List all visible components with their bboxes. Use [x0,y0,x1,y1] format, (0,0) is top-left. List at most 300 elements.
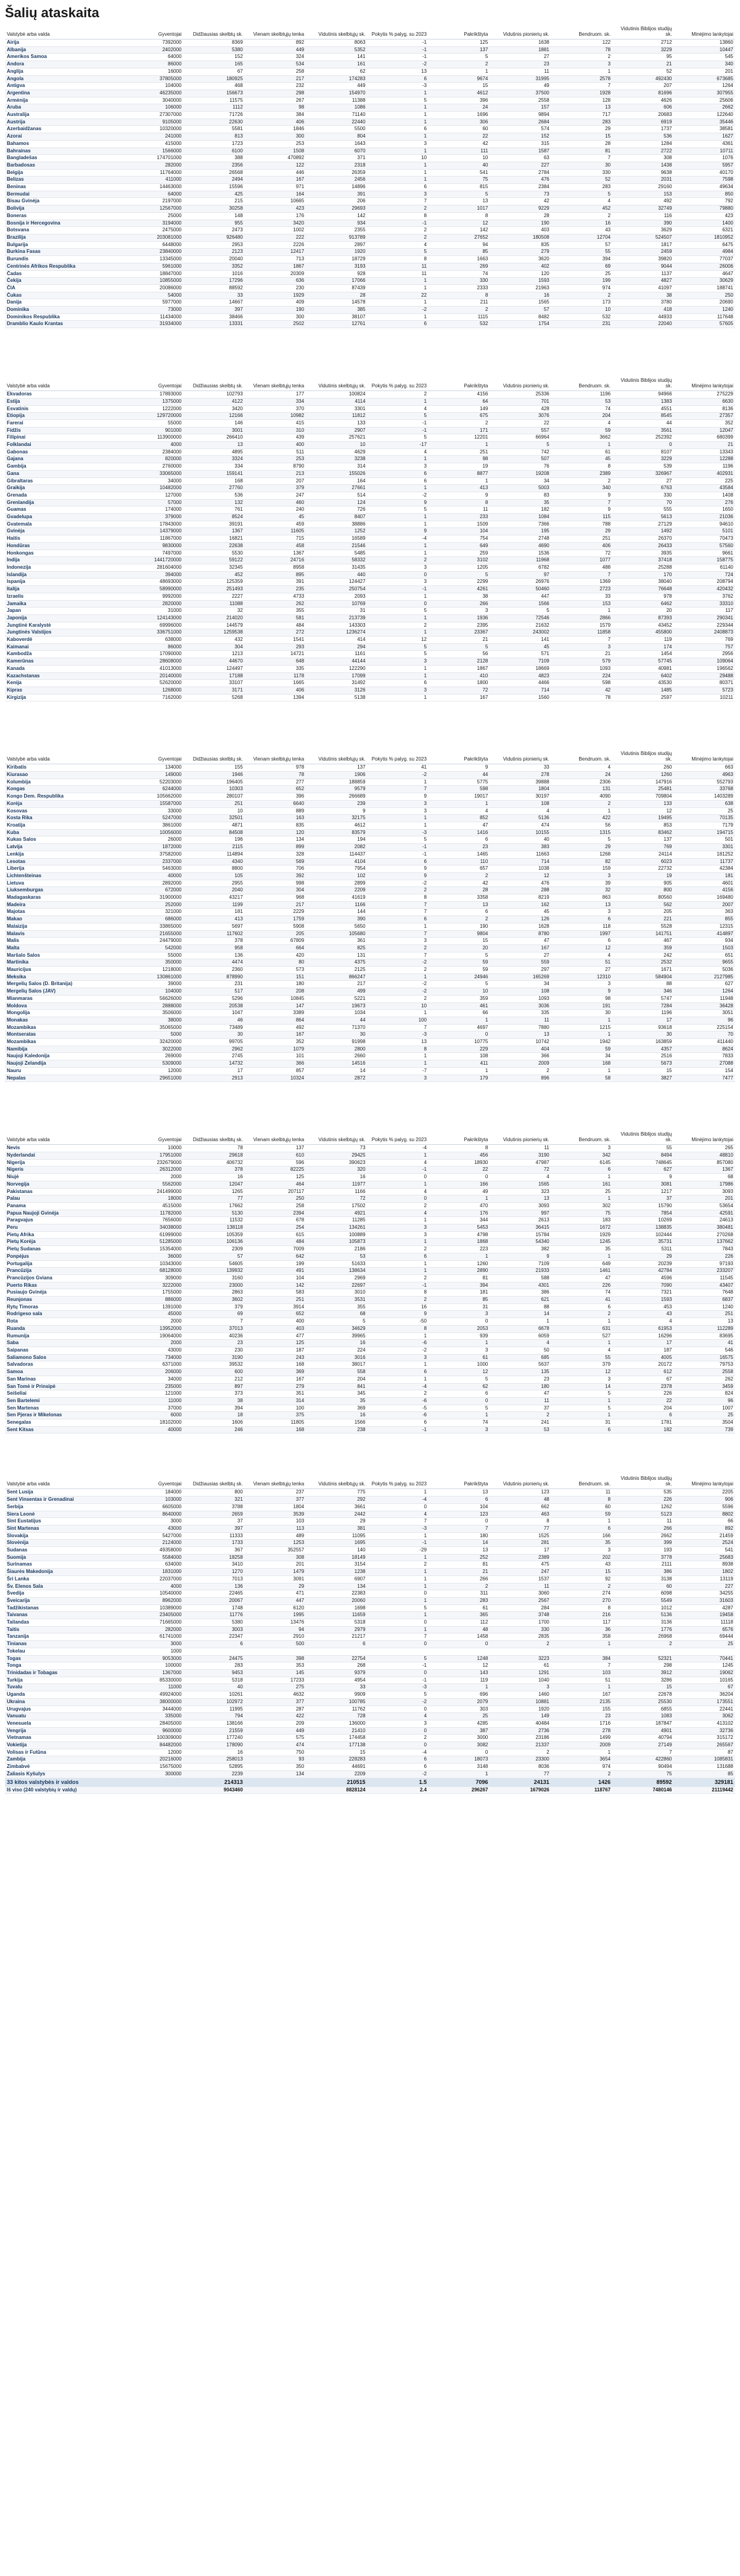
table-cell: 2079 [429,1698,490,1706]
table-cell: 161 [551,1181,612,1188]
country-name[interactable]: Kroatija [5,822,122,829]
table-cell: 1560 [490,694,551,701]
country-name[interactable]: Hondūras [5,542,122,550]
country-name[interactable]: Italija [5,586,122,593]
table-cell: 2662 [674,104,735,112]
country-name[interactable]: Bosnija ir Hercegovina [5,220,122,227]
country-name[interactable]: Pakistanas [5,1188,122,1195]
country-name[interactable]: Gvadelupa [5,514,122,521]
country-name[interactable]: Šveicarija [5,1597,122,1604]
country-name[interactable]: Ruanda [5,1325,122,1332]
country-name[interactable]: Sent Kitsas [5,1426,122,1434]
table-cell: 113 [245,1525,306,1532]
table-cell: 228283 [306,1756,367,1764]
country-name[interactable]: Tuvalu [5,1684,122,1691]
country-name[interactable]: Venesuela [5,1720,122,1727]
country-name[interactable]: Gambija [5,463,122,471]
country-name[interactable]: Gvinėja [5,528,122,535]
country-name[interactable]: Graikija [5,485,122,492]
country-name[interactable]: Malta [5,944,122,952]
country-name[interactable]: Haitis [5,535,122,543]
country-name[interactable]: Centrinės Afrikos Respublika [5,263,122,270]
country-name[interactable]: Albanija [5,46,122,54]
country-name[interactable]: Peru [5,1224,122,1232]
country-name[interactable]: Tokelau [5,1648,122,1655]
country-name[interactable]: Nepalas [5,1075,122,1082]
table-cell: 12 [551,944,612,952]
country-name[interactable]: Austrija [5,118,122,126]
table-cell: 878990 [183,973,244,981]
country-name[interactable]: Kiribatis [5,764,122,772]
country-name[interactable]: Izraelis [5,593,122,600]
country-name[interactable]: Belgija [5,169,122,176]
table-cell: 62 [429,1383,490,1390]
country-name[interactable]: Azerbaidžanas [5,126,122,133]
country-name[interactable]: Saliamono Salos [5,1354,122,1361]
country-name[interactable]: Esvatinis [5,405,122,413]
table-cell: 15 [429,938,490,945]
table-cell: 16000 [122,68,183,75]
country-name[interactable]: Samoa [5,1369,122,1376]
country-name[interactable]: Paragvajus [5,1217,122,1224]
country-name[interactable]: Nigeris [5,1166,122,1174]
table-cell: 6 [368,680,429,687]
table-cell: 1846 [245,126,306,133]
country-name[interactable]: Pusiaujo Gvinėja [5,1289,122,1297]
country-name[interactable]: Zimbabvė [5,1764,122,1771]
table-cell: 4 [368,1511,429,1518]
country-name[interactable]: Vokietija [5,1742,122,1749]
country-name[interactable]: San Tomė ir Prinsipė [5,1383,122,1390]
country-name[interactable]: Tadžikistanas [5,1604,122,1612]
country-name[interactable]: Meksika [5,973,122,981]
country-name[interactable]: Honkongas [5,550,122,557]
country-name[interactable]: Mozambikas [5,1024,122,1031]
country-name[interactable]: Filipinai [5,434,122,442]
table-cell: 1093 [490,995,551,1002]
country-name[interactable]: Bangladešas [5,155,122,162]
country-name[interactable]: Švedija [5,1590,122,1598]
country-name[interactable]: Barbadosas [5,162,122,169]
table-cell: 147 [245,1002,306,1010]
country-name[interactable]: Šri Lanka [5,1575,122,1583]
table-cell: -50 [368,1318,429,1326]
country-name[interactable]: Niujė [5,1174,122,1181]
country-name[interactable]: Rytų Timoras [5,1303,122,1311]
country-name[interactable]: Folklandai [5,442,122,449]
country-name[interactable]: Taitis [5,1626,122,1633]
country-name[interactable]: Norvegija [5,1181,122,1188]
country-name[interactable]: Amerikos Samoa [5,54,122,61]
country-name[interactable]: Volisas ir Futūna [5,1749,122,1756]
country-name[interactable]: Botsvana [5,227,122,234]
country-name[interactable]: Taivanas [5,1612,122,1619]
country-name[interactable]: Ekvadoras [5,391,122,398]
country-name[interactable]: Farerai [5,419,122,427]
country-name[interactable]: Dominika [5,307,122,314]
table-cell: 48 [429,1626,490,1633]
country-name[interactable]: Bolivija [5,205,122,213]
table-cell: 83695 [674,1332,735,1340]
country-name[interactable]: Mergelių Salos (JAV) [5,988,122,996]
country-name[interactable]: Azorai [5,133,122,141]
country-name[interactable]: Slovakija [5,1532,122,1540]
table-cell: 117 [674,608,735,615]
country-name[interactable]: Maršalo Salos [5,952,122,959]
table-cell: 136000 [306,1720,367,1727]
country-name[interactable]: Martinika [5,959,122,967]
country-name[interactable]: Mergelių Salos (D. Britanija) [5,981,122,988]
country-name[interactable]: Ponpėjus [5,1253,122,1260]
country-name[interactable]: Madagaskaras [5,894,122,902]
country-name[interactable]: Namibija [5,1046,122,1053]
country-name[interactable]: Salvadoras [5,1361,122,1369]
table-cell: 0 [612,442,673,449]
country-name[interactable]: Indija [5,557,122,564]
country-name[interactable]: Mianmaras [5,995,122,1002]
country-name[interactable]: Gibraltaras [5,477,122,485]
country-name[interactable]: Kiurasao [5,772,122,779]
table-cell: 492430 [612,75,673,83]
country-name[interactable]: Puerto Rikas [5,1282,122,1289]
table-cell: 24 [429,104,490,112]
country-name[interactable]: Lesotas [5,858,122,865]
other-states-cell: 1.5 [368,1778,429,1786]
table-cell: 9 [429,764,490,772]
table-cell: 25 [674,807,735,815]
table-cell: 54605 [183,1260,244,1268]
table-cell: 225 [674,477,735,485]
table-cell: 16 [368,1303,429,1311]
table-cell: 7598 [674,176,735,184]
country-name[interactable]: Montseratas [5,1031,122,1039]
table-cell: 1997 [551,930,612,938]
table-cell: 159 [551,865,612,873]
country-name[interactable]: Rota [5,1318,122,1326]
country-name[interactable]: Kaboverdė [5,637,122,644]
table-cell: 6907 [306,1575,367,1583]
country-name[interactable]: Prancūzija [5,1268,122,1275]
country-name[interactable]: Lietuva [5,880,122,887]
country-name[interactable]: Australija [5,112,122,119]
table-cell: 167 [245,1376,306,1383]
table-cell: 10320000 [122,126,183,133]
country-name[interactable]: Saba [5,1340,122,1347]
country-name[interactable]: Portugalija [5,1260,122,1268]
country-name[interactable]: Dramblio Kaulo Krantas [5,321,122,328]
table-cell: 92 [551,1575,612,1583]
country-name[interactable]: Naujoji Zelandija [5,1060,122,1068]
country-name[interactable]: Uganda [5,1691,122,1699]
country-name[interactable]: Vengrija [5,1727,122,1735]
country-name[interactable]: Lichtenšteinas [5,872,122,880]
country-name[interactable]: Malavis [5,930,122,938]
table-cell: 396 [429,97,490,104]
country-name[interactable]: Mongolija [5,1010,122,1017]
table-cell: 40236 [183,1332,244,1340]
country-name[interactable]: Dominikos Respublika [5,313,122,321]
country-name[interactable]: Brazilija [5,234,122,241]
country-name[interactable]: Kaimanai [5,643,122,651]
country-name[interactable]: Prancūzijos Gviana [5,1274,122,1282]
country-name[interactable]: Senegalas [5,1419,122,1427]
table-cell: 997 [490,1210,551,1217]
table-row [5,1677,735,1684]
country-name[interactable]: Korėja [5,800,122,807]
country-name[interactable]: Kosta Rika [5,815,122,822]
country-name[interactable]: Sen Pjeras ir Mikelonas [5,1412,122,1419]
table-cell: 1627 [674,133,735,141]
table-cell: 4090 [551,793,612,801]
country-name[interactable]: Indonezija [5,564,122,572]
table-cell: 49 [429,1188,490,1195]
country-name[interactable]: Vietnamas [5,1735,122,1742]
country-name[interactable]: Panama [5,1202,122,1210]
country-name[interactable]: Kukas Salos [5,836,122,844]
country-name[interactable]: Tanzanija [5,1633,122,1641]
country-name[interactable]: Nauru [5,1067,122,1075]
country-name[interactable]: Jamaika [5,600,122,608]
table-cell: 54000 [122,292,183,299]
country-name[interactable]: Grenada [5,492,122,499]
table-cell: 72 [490,1166,551,1174]
country-name[interactable]: Guamas [5,506,122,514]
table-cell: -4 [368,1749,429,1756]
country-name[interactable]: Kosovas [5,807,122,815]
country-name[interactable]: Turkija [5,1677,122,1684]
country-name[interactable]: Boneras [5,212,122,220]
table-cell: 3194000 [122,220,183,227]
table-cell: 106000 [122,104,183,112]
country-name[interactable]: Bahrainas [5,147,122,155]
country-name[interactable]: Latvija [5,844,122,851]
country-name[interactable]: Čekija [5,278,122,285]
country-name[interactable]: Kolumbija [5,778,122,786]
table-cell: 32420000 [122,1039,183,1046]
country-name[interactable]: Tailandas [5,1619,122,1627]
country-name[interactable]: Sent Lusija [5,1489,122,1496]
country-name[interactable]: Danija [5,299,122,307]
table-cell: 850 [674,191,735,198]
country-name[interactable]: Siera Leonė [5,1511,122,1518]
country-name[interactable]: Rodrigeso sala [5,1311,122,1318]
country-name[interactable]: Togas [5,1655,122,1662]
country-name[interactable]: Suomija [5,1554,122,1561]
table-cell: 113900000 [122,434,183,442]
table-cell: 2226 [245,241,306,249]
country-name[interactable]: Jungtinės Valstijos [5,629,122,637]
table-row [5,456,735,463]
country-name[interactable]: Mauricijus [5,967,122,974]
country-name[interactable]: Etiopija [5,413,122,420]
table-cell: 17843000 [122,521,183,528]
country-name[interactable]: Moldova [5,1002,122,1010]
country-name[interactable]: Anglija [5,68,122,75]
country-name[interactable]: Sudanas [5,1547,122,1554]
country-name[interactable]: Šiaurės Makedonija [5,1569,122,1576]
country-name[interactable]: Malis [5,938,122,945]
country-name[interactable]: Papua Naujoji Gvinėja [5,1210,122,1217]
table-cell: 12166 [183,413,244,420]
table-cell: 137662 [674,1239,735,1246]
table-cell: 43000 [122,1525,183,1532]
table-cell: 0 [368,1727,429,1735]
country-name[interactable]: Kazachstanas [5,672,122,680]
country-name[interactable]: Saipanas [5,1347,122,1354]
table-cell: 277 [245,778,306,786]
country-name[interactable]: Kenija [5,680,122,687]
table-row [5,643,735,651]
table-cell: 30 [551,1010,612,1017]
country-name[interactable]: Monakas [5,1017,122,1024]
table-cell: 43 [551,227,612,234]
country-name[interactable]: Kirgizija [5,694,122,701]
country-name[interactable]: Airija [5,39,122,47]
country-name[interactable]: Serbija [5,1503,122,1511]
country-name[interactable]: Nyderlandai [5,1152,122,1160]
country-name[interactable]: Kipras [5,687,122,694]
table-cell: 9453 [183,1670,244,1677]
table-cell: 539 [612,463,673,471]
country-name[interactable]: Slovėnija [5,1540,122,1547]
table-cell: 6475 [674,241,735,249]
country-name[interactable]: Angola [5,75,122,83]
country-name[interactable]: Bulgarija [5,241,122,249]
table-cell: 3629 [612,227,673,234]
country-name[interactable]: Ukraina [5,1698,122,1706]
country-name[interactable]: San Marinas [5,1376,122,1383]
country-name[interactable]: Jungtinė Karalystė [5,622,122,629]
country-name[interactable]: Argentina [5,89,122,97]
table-cell: 3022000 [122,1046,183,1053]
country-name[interactable]: Nevis [5,1145,122,1152]
country-name[interactable]: Sent Vinsentas ir Grenadinai [5,1496,122,1504]
table-row [5,1210,735,1217]
table-cell: 1 [368,1361,429,1369]
country-name[interactable]: Kuba [5,829,122,836]
country-name[interactable]: Kanada [5,665,122,672]
table-cell: 207 [612,83,673,90]
country-name[interactable]: Makao [5,916,122,923]
country-name[interactable]: Bahamos [5,140,122,147]
country-name[interactable]: Pietų Afrika [5,1231,122,1239]
country-name[interactable]: Gabonas [5,448,122,456]
country-name[interactable]: Tonga [5,1662,122,1670]
country-name[interactable]: Ispanija [5,579,122,586]
country-name[interactable]: Rumunija [5,1332,122,1340]
table-cell: 615 [245,1231,306,1239]
table-cell: 4357 [612,1046,673,1053]
country-name[interactable]: Japonija [5,614,122,622]
country-name[interactable]: Reunjonas [5,1297,122,1304]
country-name[interactable]: Tinianas [5,1641,122,1648]
table-cell: 53 [306,1253,367,1260]
country-name[interactable]: Žaliasis Kyšulys [5,1770,122,1778]
country-name[interactable]: Pietų Korėja [5,1239,122,1246]
table-cell: 1 [551,1518,612,1525]
country-name[interactable]: Liuksemburgas [5,887,122,894]
country-name[interactable]: Pietų Sudanas [5,1246,122,1253]
table-cell: 3286 [612,1677,673,1684]
country-name[interactable]: Kongo Dem. Respublika [5,793,122,801]
country-name[interactable]: Malaizija [5,923,122,930]
table-cell: 1270 [183,1569,244,1576]
country-name[interactable]: Japan [5,608,122,615]
country-name[interactable]: Mozambikas [5,1039,122,1046]
country-name[interactable]: Palau [5,1195,122,1203]
country-name[interactable]: Gvatemala [5,521,122,528]
country-name[interactable]: Čadas [5,270,122,278]
country-name[interactable]: Sint Martenas [5,1525,122,1532]
table-cell: 9 [551,506,612,514]
country-name[interactable]: Bisau Gvinėja [5,198,122,205]
country-name[interactable]: Naujoji Kaledonija [5,1053,122,1060]
country-name[interactable]: Estija [5,398,122,405]
country-name[interactable]: Seišeliai [5,1390,122,1398]
country-name[interactable]: Kamerūnas [5,658,122,666]
country-name[interactable]: Nigerija [5,1159,122,1166]
country-name[interactable]: Kambodža [5,651,122,658]
country-name[interactable]: Burkina Fasas [5,249,122,256]
country-name[interactable]: Kongas [5,786,122,793]
country-name[interactable]: Vanuatu [5,1713,122,1720]
country-name[interactable]: Gajana [5,456,122,463]
table-cell: 152 [490,133,551,141]
country-name[interactable]: Grenlandija [5,499,122,506]
table-cell: 21337 [490,1742,551,1749]
country-name[interactable]: Čukas [5,292,122,299]
table-cell: 1831000 [122,1569,183,1576]
table-cell: -3 [368,83,429,90]
country-name[interactable]: Beninas [5,184,122,191]
table-cell: 12 [429,1662,490,1670]
country-name[interactable]: Madeira [5,901,122,909]
table-cell: 17951000 [122,1152,183,1160]
country-name[interactable]: Armėnija [5,97,122,104]
country-name[interactable]: Fidžis [5,427,122,434]
table-cell: 31 [306,608,367,615]
country-name[interactable]: ČIA [5,284,122,292]
country-name[interactable]: Islandija [5,571,122,579]
country-name[interactable]: Urugvajus [5,1706,122,1713]
country-name[interactable]: Liberija [5,865,122,873]
country-name[interactable]: Sen Martenas [5,1405,122,1412]
table-cell: 75 [551,1210,612,1217]
table-cell: 22465 [183,1590,244,1598]
table-cell: 44 [306,1017,367,1024]
country-name[interactable]: Antigva [5,83,122,90]
country-name[interactable]: Lenkija [5,851,122,858]
country-name[interactable]: Sen Bartelemi [5,1397,122,1405]
table-cell: 769 [612,844,673,851]
table-cell: 588 [490,1274,551,1282]
country-name[interactable]: Zambija [5,1756,122,1764]
country-name[interactable]: Sint Eustatijus [5,1518,122,1525]
country-name[interactable]: Surinamas [5,1561,122,1569]
country-name[interactable]: Bermudai [5,191,122,198]
country-name[interactable]: Andora [5,61,122,68]
country-name[interactable]: Šv. Elenos Sala [5,1583,122,1590]
country-name[interactable]: Burundis [5,256,122,263]
country-name[interactable]: Trinidadas ir Tobagas [5,1670,122,1677]
country-name[interactable]: Belizas [5,176,122,184]
country-name[interactable]: Aruba [5,104,122,112]
table-cell: 144579 [183,622,244,629]
table-cell: 1260 [612,772,673,779]
country-name[interactable]: Gana [5,470,122,477]
table-cell: 29 [306,1518,367,1525]
country-name[interactable]: Majotas [5,909,122,916]
